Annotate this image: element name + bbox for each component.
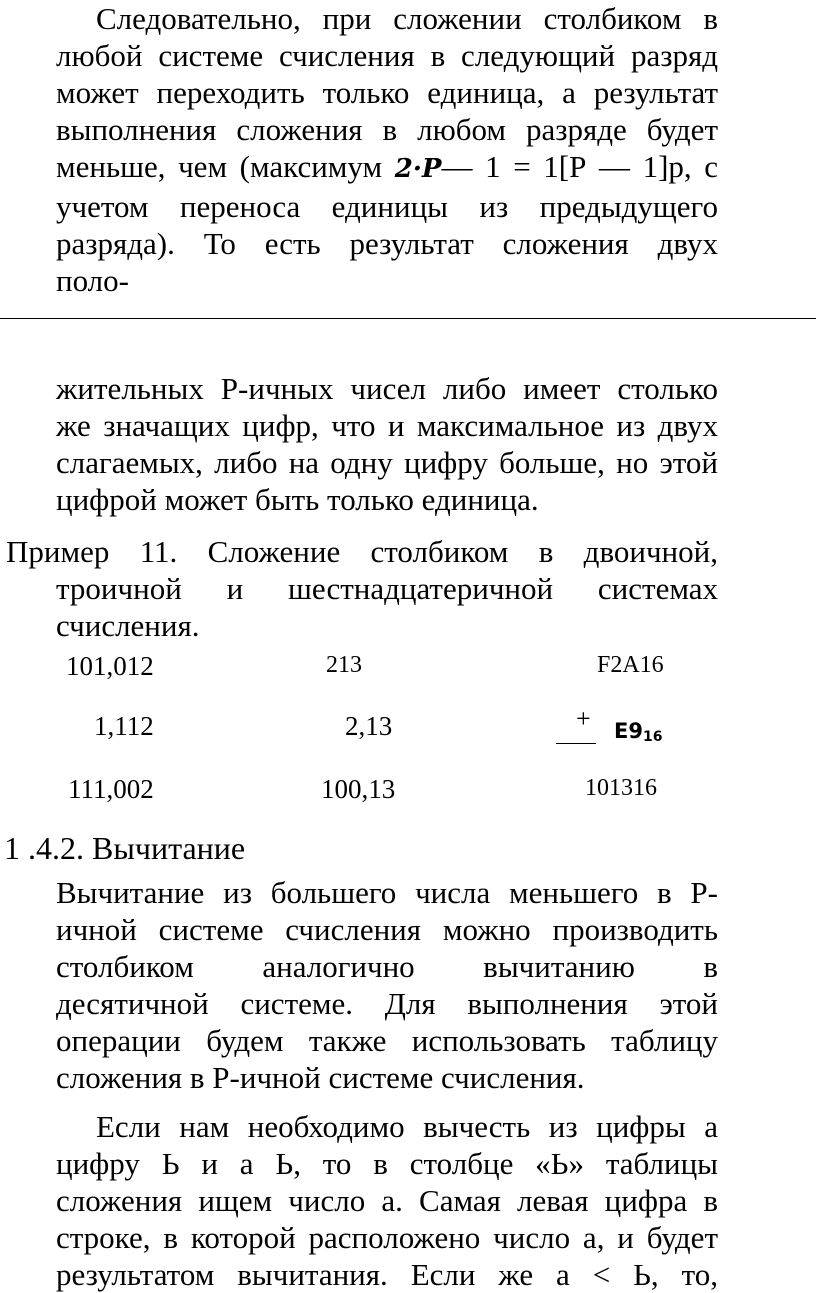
text-line: счисления. — [56, 608, 200, 643]
text-line: операции будем также использовать таблицу — [56, 1023, 718, 1058]
ternary-sum: 100,13 — [321, 774, 396, 804]
formula-symbol: 2·P — [394, 154, 442, 184]
text-line: строке, в которой расположено число а, и будет — [56, 1220, 718, 1255]
hex-addend-b-base: 16 — [642, 729, 663, 745]
plus-sign: + — [576, 704, 591, 733]
text-line: троичной и шестнадцатеричной системах — [56, 571, 718, 606]
text-line: жительных Р-ичных чисел либо имеет столько — [56, 371, 718, 406]
text-line: сложения в Р-ичной системе счисления. — [56, 1060, 585, 1095]
section-heading: 1 .4.2. Вычитание — [4, 830, 246, 866]
text-line: выполнения сложения в любом разряде будет — [56, 112, 718, 147]
paragraph-addition-carry — [56, 0, 718, 299]
text-line: Пример 11. Сложение столбиком в двоичной, — [6, 534, 718, 569]
hex-addend-a: F2A16 — [597, 652, 664, 678]
text-fragment: — 1 = 1[Р — 1]р, с — [441, 149, 719, 184]
paragraph-subtraction — [56, 874, 718, 1293]
binary-sum: 111,002 — [68, 774, 154, 804]
hex-addend-b-digits: E9 — [614, 719, 643, 743]
binary-addend-b: 1,112 — [94, 711, 154, 741]
page-divider — [0, 318, 816, 319]
text-line: Вычитание из большего числа меньшего в Р- — [56, 875, 718, 910]
sum-underline — [556, 743, 596, 744]
text-line: может переходить только единица, а результат — [56, 75, 718, 110]
ternary-addend-a: 213 — [326, 652, 362, 678]
text-line: Следовательно, при сложении столбиком в — [96, 1, 718, 36]
text-line-formula — [56, 148, 718, 188]
text-line: Если нам необходимо вычесть из цифры а — [96, 1109, 718, 1144]
text-line: же значащих цифр, что и максимальное из двух — [56, 408, 718, 443]
hex-sum: 101316 — [585, 775, 657, 801]
text-line: разряда). То есть результат сложения двух — [56, 226, 718, 261]
binary-addend-a: 101,012 — [66, 651, 154, 681]
text-line: поло- — [56, 263, 129, 298]
hex-addend-b-group — [556, 706, 668, 746]
text-line: десятичной системе. Для выполнения этой — [56, 986, 718, 1021]
paragraph-continuation — [56, 370, 718, 518]
text-line: столбиком аналогично вычитанию в — [56, 949, 718, 984]
text-line: ичной системе счисления можно производить — [56, 912, 718, 947]
text-line: учетом переноса единицы из предыдущего — [56, 189, 718, 224]
paragraph-gap — [56, 1096, 718, 1108]
hex-addend-b — [614, 719, 662, 749]
text-line: слагаемых, либо на одну цифру больше, но этой — [56, 445, 718, 480]
example-caption — [6, 533, 718, 644]
ternary-addend-b: 2,13 — [345, 711, 393, 741]
text-line: цифру Ь и а Ь, то в столбце «Ь» таблицы — [56, 1146, 718, 1181]
text-line: цифрой может быть только единица. — [56, 482, 539, 517]
text-fragment: меньше, чем (максимум — [56, 149, 383, 184]
text-line: любой системе счисления в следующий разряд — [56, 38, 718, 73]
text-line: результатом вычитания. Если же а < Ь, то, — [56, 1257, 718, 1292]
text-line: сложения ищем число а. Самая левая цифра в — [56, 1183, 718, 1218]
